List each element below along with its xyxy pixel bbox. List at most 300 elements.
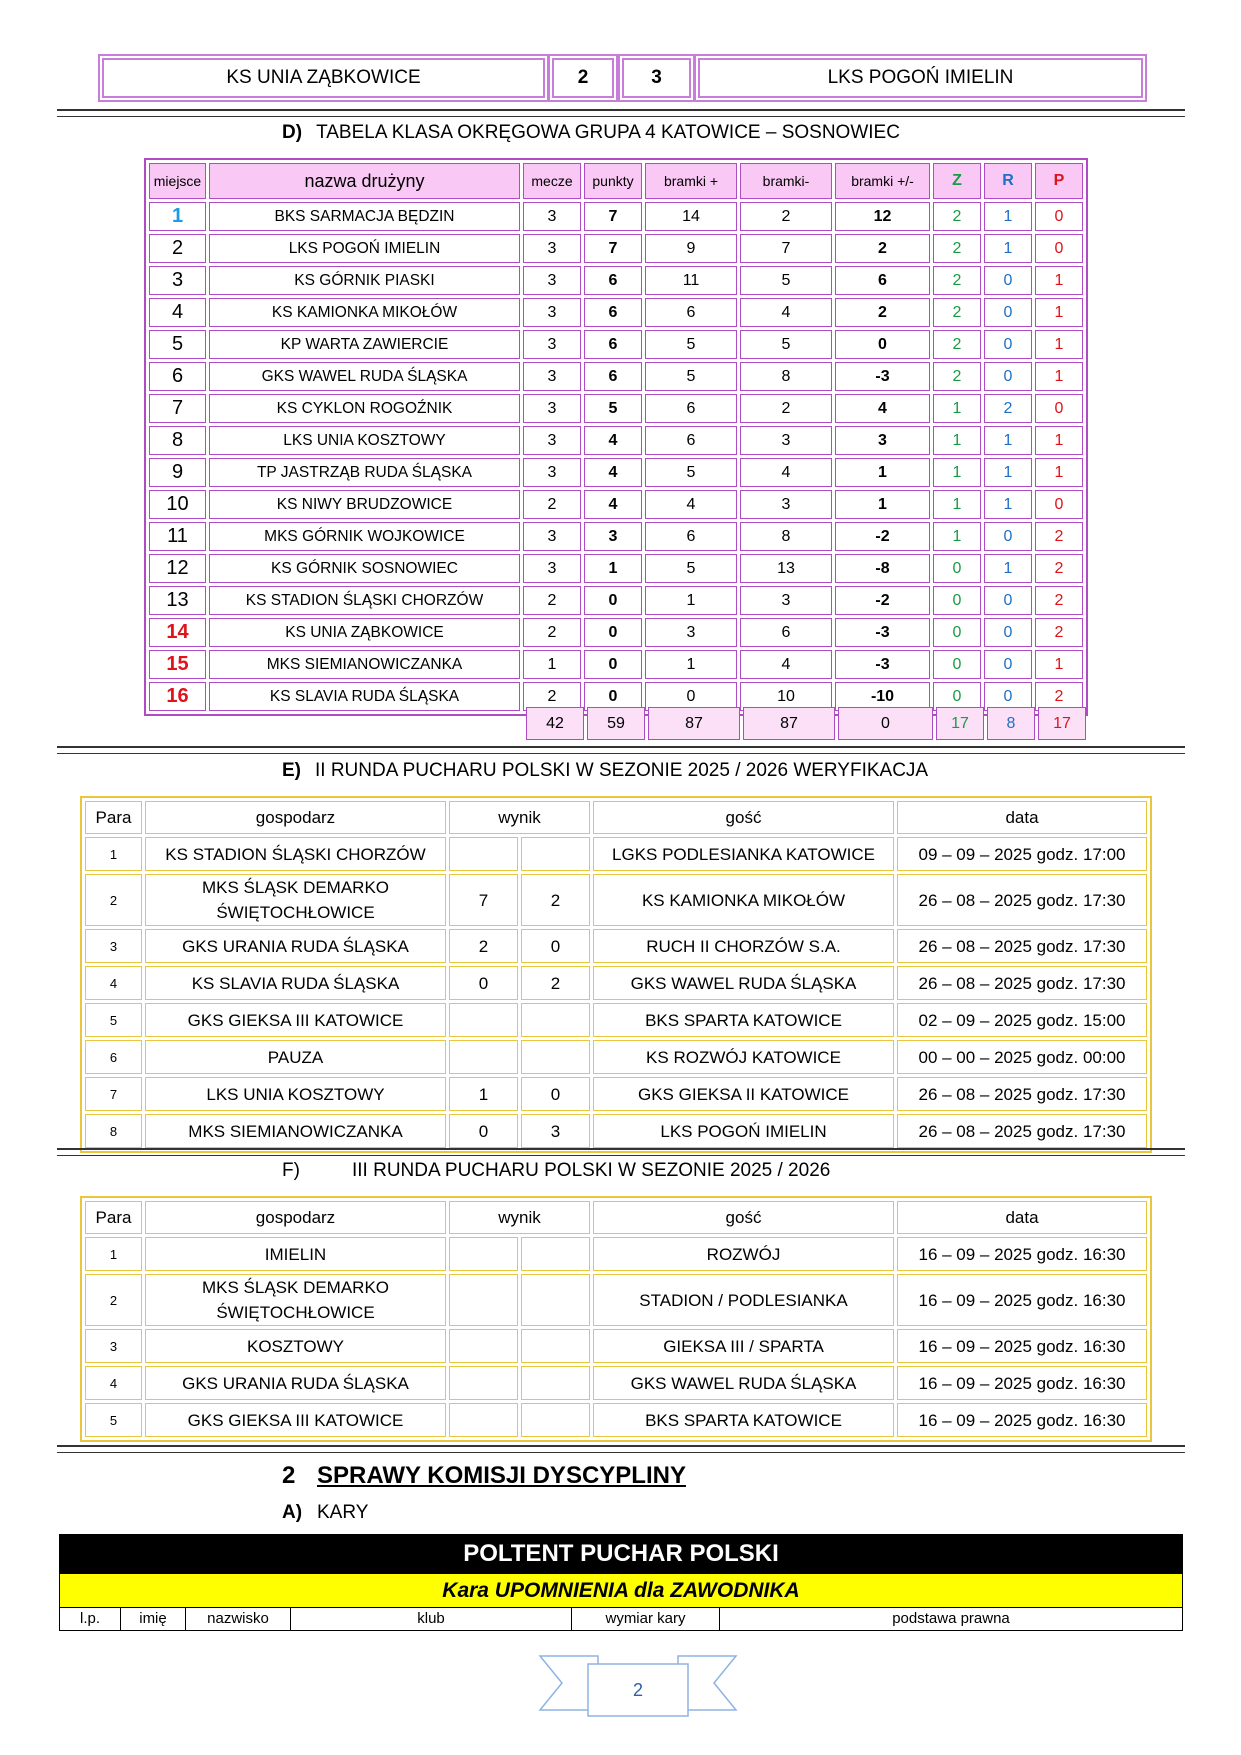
league-cell-gd: 0	[835, 330, 930, 359]
cup-cell-hs: 0	[449, 1114, 518, 1148]
league-cell-gf: 5	[645, 330, 737, 359]
league-cell-points: 4	[584, 426, 642, 455]
cup-cell-as: 2	[521, 966, 590, 1000]
cup-cell-date: 16 – 09 – 2025 godz. 16:30	[897, 1403, 1147, 1437]
league-cell-gf: 5	[645, 554, 737, 583]
league-cell-played: 2	[523, 586, 581, 615]
league-cell-team: MKS SIEMIANOWICZANKA	[209, 650, 520, 679]
league-cell-l: 0	[1035, 234, 1083, 263]
league-cell-gd: 3	[835, 426, 930, 455]
league-cell-w: 2	[933, 330, 981, 359]
league-cell-l: 1	[1035, 426, 1083, 455]
league-row	[149, 490, 1083, 519]
league-cell-ga: 10	[740, 682, 832, 711]
cup-cell-home: GKS URANIA RUDA ŚLĄSKA	[145, 929, 446, 963]
cup-cell-as: 0	[521, 1077, 590, 1111]
league-cell-place: 12	[149, 554, 206, 583]
cup-row	[85, 929, 1147, 963]
league-cell-played: 2	[523, 618, 581, 647]
cup-cell-date: 16 – 09 – 2025 godz. 16:30	[897, 1366, 1147, 1400]
league-cell-place: 4	[149, 298, 206, 327]
league-cell-d: 0	[984, 682, 1032, 711]
cup-cell-home: GKS GIEKSA III KATOWICE	[145, 1403, 446, 1437]
league-cell-played: 3	[523, 330, 581, 359]
cup-cell-hs	[449, 1274, 518, 1326]
league-cell-played: 3	[523, 362, 581, 391]
cup-round-2-table	[80, 796, 1152, 1153]
league-cell-ga: 5	[740, 330, 832, 359]
cup-cell-hs	[449, 1329, 518, 1363]
league-row	[149, 426, 1083, 455]
league-cell-points: 0	[584, 618, 642, 647]
cup-cell-as	[521, 1040, 590, 1074]
league-row	[149, 650, 1083, 679]
cup-cell-pair: 3	[85, 1329, 142, 1363]
league-cell-team: KS KAMIONKA MIKOŁÓW	[209, 298, 520, 327]
section-title: SPRAWY KOMISJI DYSCYPLINY	[317, 1462, 686, 1489]
league-cell-points: 0	[584, 682, 642, 711]
league-cell-w: 1	[933, 490, 981, 519]
league-cell-points: 1	[584, 554, 642, 583]
cup-cell-date: 16 – 09 – 2025 godz. 16:30	[897, 1237, 1147, 1271]
cup-cell-hs: 1	[449, 1077, 518, 1111]
league-cell-points: 0	[584, 650, 642, 679]
league-cell-gd: -3	[835, 618, 930, 647]
league-cell-w: 2	[933, 362, 981, 391]
col-goals-against: bramki-	[740, 163, 832, 199]
cup-cell-pair: 4	[85, 1366, 142, 1400]
match-result-bar	[100, 58, 1150, 100]
league-cell-gd: -2	[835, 522, 930, 551]
cup-cell-as	[521, 1274, 590, 1326]
cup-row	[85, 837, 1147, 871]
league-cell-played: 3	[523, 394, 581, 423]
league-cell-team: KP WARTA ZAWIERCIE	[209, 330, 520, 359]
cup-cell-pair: 2	[85, 874, 142, 926]
league-cell-gd: 1	[835, 490, 930, 519]
league-cell-d: 2	[984, 394, 1032, 423]
total-wins: 17	[936, 707, 984, 740]
cup-cell-away: STADION / PODLESIANKA	[593, 1274, 894, 1326]
league-cell-team: BKS SARMACJA BĘDZIN	[209, 202, 520, 231]
section-2-heading	[282, 1462, 686, 1490]
cup-cell-date: 00 – 00 – 2025 godz. 00:00	[897, 1040, 1147, 1074]
league-cell-place: 6	[149, 362, 206, 391]
total-losses: 17	[1038, 707, 1086, 740]
cup-cell-hs	[449, 1237, 518, 1271]
page-number-ribbon	[538, 1652, 738, 1720]
league-cell-d: 1	[984, 426, 1032, 455]
league-header-row	[149, 163, 1083, 199]
league-cell-l: 0	[1035, 394, 1083, 423]
league-cell-place: 16	[149, 682, 206, 711]
cup-cell-away: BKS SPARTA KATOWICE	[593, 1003, 894, 1037]
league-cell-d: 0	[984, 650, 1032, 679]
cup-row	[85, 1040, 1147, 1074]
league-cell-gf: 4	[645, 490, 737, 519]
cup-col-away: gość	[593, 801, 894, 834]
cup-cell-hs: 0	[449, 966, 518, 1000]
league-row	[149, 234, 1083, 263]
cup-row	[85, 1237, 1147, 1271]
cup-col-home: gospodarz	[145, 801, 446, 834]
league-cell-w: 0	[933, 586, 981, 615]
league-cell-team: LKS POGOŃ IMIELIN	[209, 234, 520, 263]
league-cell-place: 8	[149, 426, 206, 455]
league-cell-gd: 2	[835, 298, 930, 327]
league-cell-d: 0	[984, 330, 1032, 359]
league-cell-team: KS NIWY BRUDZOWICE	[209, 490, 520, 519]
cup-cell-home: KS STADION ŚLĄSKI CHORZÓW	[145, 837, 446, 871]
league-cell-played: 3	[523, 458, 581, 487]
cup-cell-pair: 8	[85, 1114, 142, 1148]
cup-cell-away: KS ROZWÓJ KATOWICE	[593, 1040, 894, 1074]
penalty-col-penalty: wymiar kary	[572, 1608, 720, 1630]
col-place: miejsce	[149, 163, 206, 199]
league-cell-w: 0	[933, 618, 981, 647]
league-cell-l: 2	[1035, 522, 1083, 551]
league-cell-d: 0	[984, 298, 1032, 327]
penalty-col-lp: l.p.	[60, 1608, 121, 1630]
cup-cell-hs	[449, 1366, 518, 1400]
league-cell-place: 10	[149, 490, 206, 519]
league-cell-w: 0	[933, 682, 981, 711]
cup-cell-away: LKS POGOŃ IMIELIN	[593, 1114, 894, 1148]
cup-cell-away: RUCH II CHORZÓW S.A.	[593, 929, 894, 963]
league-cell-gf: 6	[645, 426, 737, 455]
league-cell-played: 2	[523, 490, 581, 519]
league-cell-l: 1	[1035, 266, 1083, 295]
league-cell-team: KS SLAVIA RUDA ŚLĄSKA	[209, 682, 520, 711]
league-cell-gf: 1	[645, 650, 737, 679]
league-cell-gd: 2	[835, 234, 930, 263]
league-table	[144, 158, 1088, 716]
divider	[57, 1445, 1185, 1453]
league-cell-w: 2	[933, 202, 981, 231]
league-cell-place: 2	[149, 234, 206, 263]
league-cell-gf: 11	[645, 266, 737, 295]
cup-cell-away: ROZWÓJ	[593, 1237, 894, 1271]
cup-cell-date: 16 – 09 – 2025 godz. 16:30	[897, 1274, 1147, 1326]
league-cell-points: 3	[584, 522, 642, 551]
section-letter: E)	[282, 760, 301, 781]
league-cell-ga: 3	[740, 490, 832, 519]
league-cell-place: 1	[149, 202, 206, 231]
total-goals-for: 87	[648, 707, 740, 740]
section-title: III RUNDA PUCHARU POLSKI W SEZONIE 2025 / 2026	[352, 1160, 831, 1181]
cup-cell-hs	[449, 1403, 518, 1437]
cup-header-row	[85, 1201, 1147, 1234]
league-cell-place: 15	[149, 650, 206, 679]
cup-row	[85, 874, 1147, 926]
divider	[57, 1148, 1185, 1156]
cup-cell-away: BKS SPARTA KATOWICE	[593, 1403, 894, 1437]
league-cell-ga: 7	[740, 234, 832, 263]
league-cell-ga: 6	[740, 618, 832, 647]
cup-col-score: wynik	[449, 801, 590, 834]
league-cell-gd: -2	[835, 586, 930, 615]
league-cell-l: 1	[1035, 650, 1083, 679]
league-cell-w: 1	[933, 394, 981, 423]
league-cell-points: 4	[584, 458, 642, 487]
cup-cell-hs	[449, 837, 518, 871]
league-cell-team: LKS UNIA KOSZTOWY	[209, 426, 520, 455]
league-cell-played: 3	[523, 554, 581, 583]
league-cell-points: 4	[584, 490, 642, 519]
section-letter: A)	[282, 1502, 303, 1523]
league-cell-place: 9	[149, 458, 206, 487]
section-e-heading	[282, 760, 928, 782]
cup-cell-hs	[449, 1003, 518, 1037]
cup-cell-home: MKS ŚLĄSK DEMARKO ŚWIĘTOCHŁOWICE	[145, 874, 446, 926]
cup-cell-away: GIEKSA III / SPARTA	[593, 1329, 894, 1363]
cup-cell-pair: 3	[85, 929, 142, 963]
league-cell-place: 7	[149, 394, 206, 423]
section-number: 2	[282, 1462, 296, 1489]
cup-row	[85, 1403, 1147, 1437]
cup-cell-home: GKS URANIA RUDA ŚLĄSKA	[145, 1366, 446, 1400]
cup-cell-as	[521, 1329, 590, 1363]
cup-col-score: wynik	[449, 1201, 590, 1234]
league-cell-ga: 2	[740, 202, 832, 231]
league-cell-points: 6	[584, 362, 642, 391]
league-cell-w: 2	[933, 266, 981, 295]
league-cell-ga: 4	[740, 458, 832, 487]
league-cell-team: KS STADION ŚLĄSKI CHORZÓW	[209, 586, 520, 615]
cup-cell-away: GKS WAWEL RUDA ŚLĄSKA	[593, 1366, 894, 1400]
cup-cell-home: KOSZTOWY	[145, 1329, 446, 1363]
league-cell-gf: 6	[645, 394, 737, 423]
league-cell-team: TP JASTRZĄB RUDA ŚLĄSKA	[209, 458, 520, 487]
league-cell-gf: 14	[645, 202, 737, 231]
cup-cell-pair: 7	[85, 1077, 142, 1111]
league-cell-ga: 2	[740, 394, 832, 423]
away-team: LKS POGOŃ IMIELIN	[698, 58, 1143, 98]
cup-cell-home: IMIELIN	[145, 1237, 446, 1271]
league-row	[149, 458, 1083, 487]
section-title: II RUNDA PUCHARU POLSKI W SEZONIE 2025 / 2026 WERYFIKACJA	[315, 760, 929, 781]
league-cell-ga: 8	[740, 522, 832, 551]
league-cell-gf: 6	[645, 298, 737, 327]
page-number: 2	[632, 1680, 643, 1700]
penalty-title: POLTENT PUCHAR POLSKI	[60, 1535, 1182, 1573]
league-cell-gd: -10	[835, 682, 930, 711]
league-cell-ga: 3	[740, 586, 832, 615]
league-row	[149, 554, 1083, 583]
cup-cell-home: MKS SIEMIANOWICZANKA	[145, 1114, 446, 1148]
league-cell-played: 3	[523, 298, 581, 327]
cup-cell-home: KS SLAVIA RUDA ŚLĄSKA	[145, 966, 446, 1000]
league-cell-played: 3	[523, 522, 581, 551]
league-cell-ga: 4	[740, 650, 832, 679]
cup-cell-as	[521, 1003, 590, 1037]
total-points: 59	[587, 707, 645, 740]
league-cell-gd: -3	[835, 650, 930, 679]
cup-cell-as: 2	[521, 874, 590, 926]
league-cell-team: KS GÓRNIK SOSNOWIEC	[209, 554, 520, 583]
league-row	[149, 298, 1083, 327]
cup-cell-home: PAUZA	[145, 1040, 446, 1074]
divider	[57, 109, 1185, 117]
league-cell-ga: 4	[740, 298, 832, 327]
section-a-heading	[282, 1502, 368, 1524]
cup-row	[85, 1329, 1147, 1363]
league-totals	[523, 704, 1089, 743]
league-cell-place: 5	[149, 330, 206, 359]
league-cell-points: 6	[584, 330, 642, 359]
penalty-columns	[60, 1607, 1182, 1630]
cup-cell-as	[521, 1403, 590, 1437]
section-title: TABELA KLASA OKRĘGOWA GRUPA 4 KATOWICE – SOSNOWIEC	[316, 122, 900, 143]
league-cell-l: 1	[1035, 362, 1083, 391]
col-points: punkty	[584, 163, 642, 199]
cup-cell-pair: 4	[85, 966, 142, 1000]
league-cell-l: 2	[1035, 618, 1083, 647]
league-cell-played: 3	[523, 202, 581, 231]
penalty-col-surname: nazwisko	[186, 1608, 291, 1630]
league-cell-gd: 4	[835, 394, 930, 423]
league-cell-w: 0	[933, 650, 981, 679]
league-cell-team: KS GÓRNIK PIASKI	[209, 266, 520, 295]
col-draws: R	[984, 163, 1032, 199]
away-score: 3	[622, 58, 691, 98]
cup-cell-as: 3	[521, 1114, 590, 1148]
cup-cell-date: 16 – 09 – 2025 godz. 16:30	[897, 1329, 1147, 1363]
league-row	[149, 394, 1083, 423]
cup-row	[85, 1366, 1147, 1400]
divider	[57, 746, 1185, 754]
cup-cell-pair: 5	[85, 1003, 142, 1037]
cup-cell-as	[521, 837, 590, 871]
cup-row	[85, 1077, 1147, 1111]
col-goal-diff: bramki +/-	[835, 163, 930, 199]
league-cell-w: 1	[933, 426, 981, 455]
cup-cell-as	[521, 1366, 590, 1400]
league-cell-points: 6	[584, 266, 642, 295]
league-cell-place: 14	[149, 618, 206, 647]
cup-cell-date: 26 – 08 – 2025 godz. 17:30	[897, 966, 1147, 1000]
cup-col-home: gospodarz	[145, 1201, 446, 1234]
league-cell-points: 5	[584, 394, 642, 423]
total-goal-diff: 0	[838, 707, 933, 740]
league-cell-l: 2	[1035, 554, 1083, 583]
penalty-col-legal-basis: podstawa prawna	[892, 1610, 1010, 1627]
league-cell-w: 0	[933, 554, 981, 583]
league-cell-team: KS CYKLON ROGOŹNIK	[209, 394, 520, 423]
cup-cell-hs	[449, 1040, 518, 1074]
league-cell-l: 1	[1035, 298, 1083, 327]
cup-header-row	[85, 801, 1147, 834]
cup-col-date: data	[897, 1201, 1147, 1234]
cup-cell-date: 09 – 09 – 2025 godz. 17:00	[897, 837, 1147, 871]
cup-cell-pair: 5	[85, 1403, 142, 1437]
penalty-col-name: imię	[121, 1608, 186, 1630]
league-row	[149, 618, 1083, 647]
cup-cell-home: MKS ŚLĄSK DEMARKO ŚWIĘTOCHŁOWICE	[145, 1274, 446, 1326]
cup-row	[85, 1274, 1147, 1326]
league-cell-place: 3	[149, 266, 206, 295]
league-cell-gf: 5	[645, 458, 737, 487]
col-wins: Z	[933, 163, 981, 199]
total-draws: 8	[987, 707, 1035, 740]
league-cell-points: 7	[584, 202, 642, 231]
league-row	[149, 266, 1083, 295]
section-title: KARY	[317, 1502, 369, 1523]
league-cell-gd: 6	[835, 266, 930, 295]
league-cell-gd: -8	[835, 554, 930, 583]
league-cell-gf: 9	[645, 234, 737, 263]
cup-cell-hs: 7	[449, 874, 518, 926]
league-cell-team: KS UNIA ZĄBKOWICE	[209, 618, 520, 647]
league-cell-played: 3	[523, 426, 581, 455]
total-played: 42	[526, 707, 584, 740]
league-cell-played: 1	[523, 650, 581, 679]
league-cell-d: 1	[984, 202, 1032, 231]
league-cell-team: MKS GÓRNIK WOJKOWICE	[209, 522, 520, 551]
cup-cell-pair: 1	[85, 1237, 142, 1271]
league-cell-d: 0	[984, 586, 1032, 615]
league-cell-played: 2	[523, 682, 581, 711]
league-row	[149, 202, 1083, 231]
cup-cell-away: GKS GIEKSA II KATOWICE	[593, 1077, 894, 1111]
league-cell-w: 2	[933, 234, 981, 263]
league-row	[149, 330, 1083, 359]
league-cell-gf: 3	[645, 618, 737, 647]
league-cell-d: 0	[984, 266, 1032, 295]
league-cell-played: 3	[523, 266, 581, 295]
cup-col-date: data	[897, 801, 1147, 834]
league-cell-gf: 0	[645, 682, 737, 711]
league-row	[149, 522, 1083, 551]
league-cell-w: 2	[933, 298, 981, 327]
cup-cell-date: 02 – 09 – 2025 godz. 15:00	[897, 1003, 1147, 1037]
cup-row	[85, 1003, 1147, 1037]
cup-row	[85, 966, 1147, 1000]
league-cell-w: 1	[933, 458, 981, 487]
col-losses: P	[1035, 163, 1083, 199]
cup-cell-home: LKS UNIA KOSZTOWY	[145, 1077, 446, 1111]
cup-cell-pair: 1	[85, 837, 142, 871]
league-cell-place: 11	[149, 522, 206, 551]
league-cell-d: 0	[984, 522, 1032, 551]
league-cell-place: 13	[149, 586, 206, 615]
league-cell-ga: 3	[740, 426, 832, 455]
section-letter: D)	[282, 122, 303, 143]
league-cell-w: 1	[933, 522, 981, 551]
penalty-table	[59, 1534, 1183, 1631]
league-cell-ga: 8	[740, 362, 832, 391]
league-cell-played: 3	[523, 234, 581, 263]
league-cell-d: 0	[984, 618, 1032, 647]
cup-cell-pair: 6	[85, 1040, 142, 1074]
league-cell-l: 1	[1035, 330, 1083, 359]
col-goals-for: bramki +	[645, 163, 737, 199]
penalty-col-club: klub	[291, 1608, 572, 1630]
league-cell-gf: 1	[645, 586, 737, 615]
league-cell-d: 1	[984, 234, 1032, 263]
col-played: mecze	[523, 163, 581, 199]
cup-cell-date: 26 – 08 – 2025 godz. 17:30	[897, 874, 1147, 926]
cup-cell-away: GKS WAWEL RUDA ŚLĄSKA	[593, 966, 894, 1000]
col-team: nazwa drużyny	[209, 163, 520, 199]
cup-cell-date: 26 – 08 – 2025 godz. 17:30	[897, 1077, 1147, 1111]
total-goals-against: 87	[743, 707, 835, 740]
cup-cell-date: 26 – 08 – 2025 godz. 17:30	[897, 929, 1147, 963]
cup-cell-hs: 2	[449, 929, 518, 963]
league-cell-d: 1	[984, 554, 1032, 583]
league-row	[149, 586, 1083, 615]
league-cell-points: 6	[584, 298, 642, 327]
